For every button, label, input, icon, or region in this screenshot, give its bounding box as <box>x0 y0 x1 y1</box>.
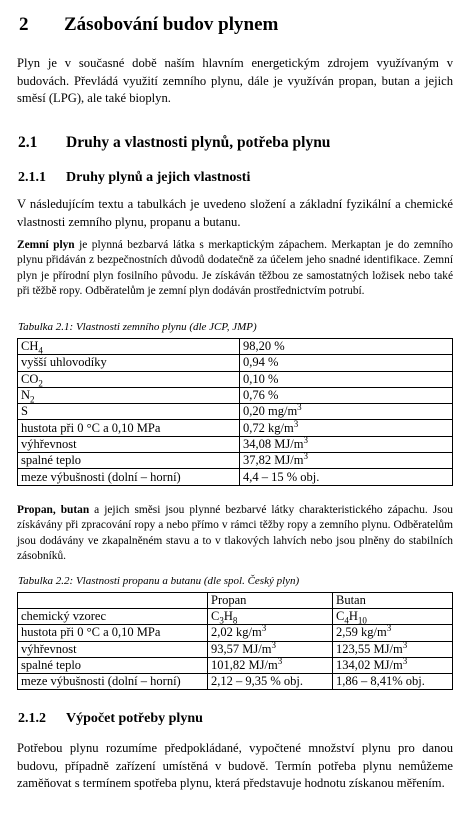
table-1-label: $N_2$ <box>18 387 240 403</box>
table-1-value: 0,94 % <box>240 355 453 371</box>
table-1-row <box>18 420 453 436</box>
table-1-value: 0,20 $mg/m^3$ <box>240 404 453 420</box>
table-1-value: 37,82 $MJ/m^3$ <box>240 453 453 469</box>
table-1-row <box>18 404 453 420</box>
subsection-2-title: Výpočet potřeby plynu <box>66 711 203 726</box>
table-1-row <box>18 371 453 387</box>
table-2-row <box>18 657 453 673</box>
table-1-value: 0,10 % <box>240 371 453 387</box>
table-2-propane-value: 2,12 – 9,35 % obj. <box>208 673 333 689</box>
table-1-label: výhřevnost <box>18 436 240 452</box>
table-2-caption: Tabulka 2.2: Vlastnosti propanu a butanu (dle spol. Český plyn) <box>18 575 300 587</box>
table-2-header-cell <box>18 593 208 609</box>
table-2-label: meze výbušnosti (dolní – horní) <box>18 673 208 689</box>
table-1-value: 0,72 $kg/m^3$ <box>240 420 453 436</box>
table-1-row <box>18 387 453 403</box>
natural-gas-paragraph <box>17 238 453 300</box>
table-2-label: hustota při 0 °C a 0,10 MPa <box>18 625 208 641</box>
table-2-label: spalné teplo <box>18 657 208 673</box>
natural-gas-text: je plynná bezbarvá látka s merkaptickým zápachem. Merkaptan je do zemního plynu přidáván z bezpečnostních důvodů dodatečně za účelem jeho snadné identifikace. Zemní plyn je přírodní plyn fosilního původu. Je získáván těžbou ze samostatných ložisek nebo také při těžbě ropy. Odběratelům je zemní plyn dodáván prostřednictvím potrubí. <box>17 239 453 298</box>
table-1-value: 34,08 $MJ/m^3$ <box>240 436 453 452</box>
paragraph-1: V následujícím textu a tabulkách je uvedeno složení a základní fyzikální a chemické vlastnosti zemního plynu, propanu a butanu. <box>17 197 453 229</box>
natural-gas-term: Zemní plyn <box>17 239 75 251</box>
propane-butane-term: Propan, butan <box>17 504 90 516</box>
propane-butane-paragraph <box>17 503 453 565</box>
table-2-propane-value: 101,82 $MJ/m^3$ <box>208 657 333 673</box>
table-1-label: meze výbušnosti (dolní – horní) <box>18 469 240 485</box>
intro-paragraph: Plyn je v současné době naším hlavním energetickým zdrojem využívaným v budovách. Převládá využití zemního plynu, dále je využíván propan, butan a jejich směsí (LPG), ale také bioplyn. <box>17 56 453 106</box>
table-2-row <box>18 673 453 689</box>
table-2-butane-value: 134,02 $MJ/m^3$ <box>333 657 453 673</box>
table-1-label: spalné teplo <box>18 453 240 469</box>
table-1-row <box>18 355 453 371</box>
table-1-label: S <box>18 404 240 420</box>
table-2-row <box>18 625 453 641</box>
subsection-1-title: Druhy plynů a jejich vlastnosti <box>66 170 251 185</box>
table-2-butane-value: 2,59 $kg/m^3$ <box>333 625 453 641</box>
table-2-header-cell: Propan <box>208 593 333 609</box>
section-heading <box>18 134 458 152</box>
chapter-heading <box>19 14 279 36</box>
subsection-1-number: 2.1.1 <box>18 170 46 185</box>
butane-formula: $C_4H_{10}$ <box>333 609 453 625</box>
propane-butane-text: a jejich směsi jsou plynné bezbarvé látky charakteristického zápachu. Jsou získávány při zpracování ropy a nebo přímo v rámci těžby ropy a zemního plynu. Odběratelům jsou dodávány ve zkapalněném stavu a to v tlakových lahvích nebo jsou plněny do stabilních zásobníků. <box>17 504 453 563</box>
table-1-value: 4,4 – 15 % obj. <box>240 469 453 485</box>
table-2-header-row <box>18 593 453 609</box>
table-1-label: $CO_2$ <box>18 371 240 387</box>
paragraph-last: Potřebou plynu rozumíme předpokládané, vypočtené množství plynu pro danou budovu, případně zařízení umístěná v budově. Termín potřeba plynu nemůžeme zaměňovat s termínem spotřeba plynu, která představuje hodnotu získanou měřením. <box>17 741 453 791</box>
table-2-label: výhřevnost <box>18 641 208 657</box>
table-2-header-cell: Butan <box>333 593 453 609</box>
section-number: 2.1 <box>18 134 38 151</box>
table-1-value: 0,76 % <box>240 387 453 403</box>
subsection-2-heading <box>18 711 458 727</box>
table-1-label: hustota při 0 °C a 0,10 MPa <box>18 420 240 436</box>
natural-gas-table <box>17 338 453 486</box>
table-1-label: vyšší uhlovodíky <box>18 355 240 371</box>
subsection-1-heading <box>18 170 458 186</box>
section-title: Druhy a vlastnosti plynů, potřeba plynu <box>66 134 331 151</box>
table-2-butane-value: 123,55 $MJ/m^3$ <box>333 641 453 657</box>
table-2-propane-value: 2,02 $kg/m^3$ <box>208 625 333 641</box>
subsection-2-number: 2.1.2 <box>18 711 46 726</box>
table-2-propane-value: 93,57 $MJ/m^3$ <box>208 641 333 657</box>
table-1-label: $CH_4$ <box>18 339 240 355</box>
table-1-row <box>18 339 453 355</box>
table-1-row <box>18 453 453 469</box>
table-2-label: chemický vzorec <box>18 609 208 625</box>
propane-butane-table <box>17 592 453 690</box>
table-1-caption: Tabulka 2.1: Vlastnosti zemního plynu (dle JCP, JMP) <box>18 321 257 333</box>
table-1-row <box>18 436 453 452</box>
table-1-value: 98,20 % <box>240 339 453 355</box>
table-1-row <box>18 469 453 485</box>
table-2-butane-value: 1,86 – 8,41% obj. <box>333 673 453 689</box>
chapter-title: Zásobování budov plynem <box>64 14 279 35</box>
propane-formula: $C_3H_8$ <box>208 609 333 625</box>
table-2-row <box>18 641 453 657</box>
chapter-number: 2 <box>19 14 29 35</box>
